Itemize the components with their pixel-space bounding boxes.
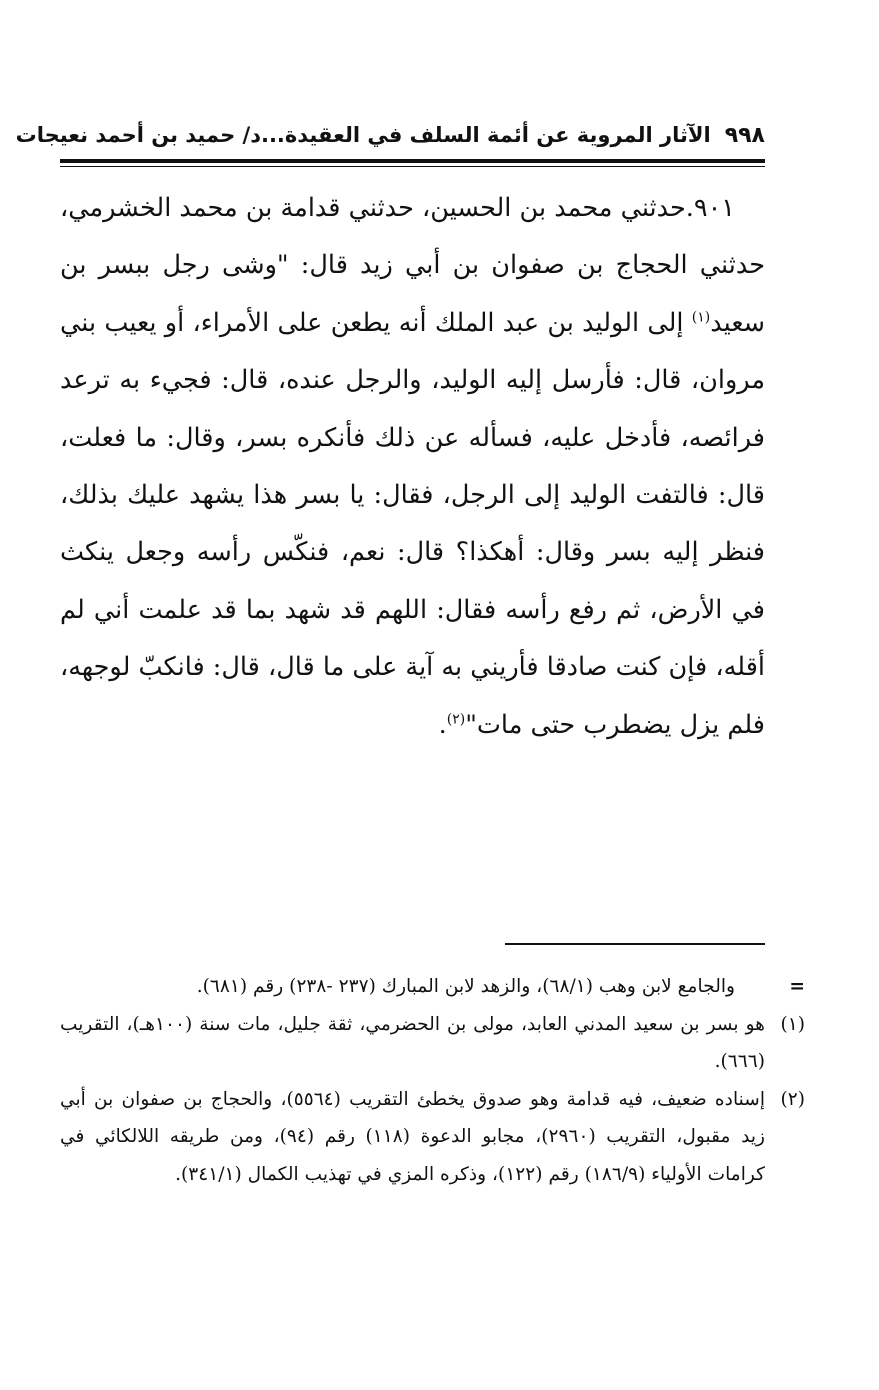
header-rule-thin — [60, 166, 765, 167]
footnote-ref-1: (١) — [691, 309, 711, 326]
page-header — [15, 114, 765, 156]
paragraph-text-part2: إلى الوليد بن عبد الملك أنه يطعن على الأمراء، أو يعيب بني مروان، قال: فأرسل إليه الوليد، والرجل عنده، قال: فجيء به ترعد فرائصه، فأدخل عليه، فسأله عن ذلك فأنكره بسر، وقال: ما فعلت، قال: فالتفت الوليد إلى الرجل، فقال: يا بسر هذا يشهد عليك بذلك، فنظر إليه بسر وقال: أهكذا؟ قال: نعم، فنكّس رأسه وجعل ينكث في الأرض، ثم رفع رأسه فقال: اللهم قد شهد بما قد علمت أني لم أقله، فإن كنت صادقا فأريني به آية على ما قال، قال: فانكبّ لوجهه، فلم يزل يضطرب حتى مات" — [60, 307, 765, 740]
continuation-mark: = — [789, 976, 805, 997]
footnote-2-text: إسناده ضعيف، فيه قدامة وهو صدوق يخطئ التقريب (٥٥٦٤)، والحجاج بن صفوان بن أبي زيد مقبول، التقريب (٢٩٦٠)، مجابو الدعوة (١١٨) رقم (٩٤)، ومن طريقه اللالكائي في كرامات الأولياء (١٨٦/٩) رقم (١٢٢)، وذكره المزي في تهذيب الكمال (٣٤١/١). — [60, 1088, 765, 1185]
footnotes — [60, 968, 805, 1193]
footnote-1-marker: (١) — [780, 1013, 805, 1035]
footnote-2-marker: (٢) — [780, 1088, 805, 1110]
footnote-ref-2: (٢) — [446, 711, 466, 728]
athar-paragraph — [60, 180, 765, 754]
footnote-2 — [60, 1081, 805, 1194]
paragraph-text-part1: ٩٠١.حدثني محمد بن الحسين، حدثني قدامة بن محمد الخشرمي، حدثني الحجاج بن صفوان بن أبي زيد قال: "وشى رجل ببسر بن سعيد — [60, 193, 765, 338]
running-title: الآثار المروية عن أئمة السلف في العقيدة...د/ حميد بن أحمد نعيجات — [15, 123, 711, 147]
page-number: ٩٩٨ — [724, 122, 765, 148]
main-text — [60, 180, 765, 754]
header-rule-thick — [60, 159, 765, 163]
footnote-continuation — [60, 968, 805, 1006]
footnote-separator — [505, 943, 765, 945]
footnote-1 — [60, 1006, 805, 1081]
footnote-1-text: هو بسر بن سعيد المدني العابد، مولى بن الحضرمي، ثقة جليل، مات سنة (١٠٠هـ)، التقريب (٦٦٦). — [60, 1013, 765, 1072]
footnote-continuation-text: والجامع لابن وهب (٦٨/١)، والزهد لابن المبارك (٢٣٧ -٢٣٨) رقم (٦٨١). — [196, 976, 735, 997]
paragraph-end-mark: . — [438, 709, 447, 740]
